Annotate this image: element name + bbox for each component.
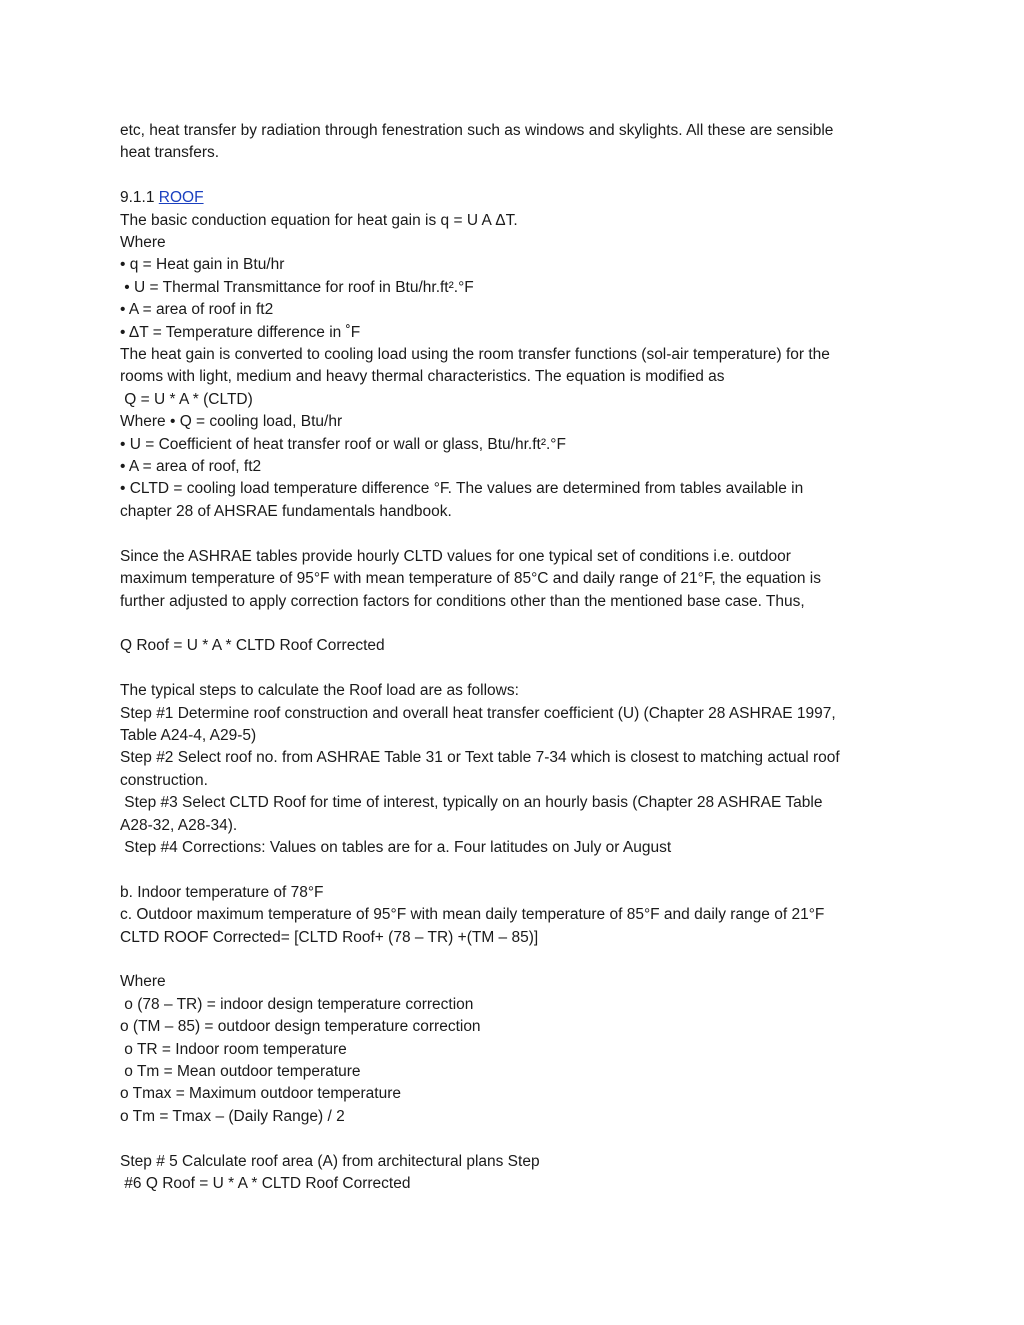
bullet-dt: • ΔT = Temperature difference in ˚F [120,323,361,341]
ashrae-line-1: Since the ASHRAE tables provide hourly CLTD values for one typical set of conditions i.e. outdoor [120,547,791,565]
step-3-b: A28-32, A28-34). [120,816,238,834]
step-4: Step #4 Corrections: Values on tables are for a. Four latitudes on July or August [120,838,672,856]
where-item-5: o Tmax = Maximum outdoor temperature [120,1085,401,1103]
step-2-a: Step #2 Select roof no. from ASHRAE Table 31 or Text table 7-34 which is closest to matching actual roof [120,749,840,767]
intro-line-1: etc, heat transfer by radiation through fenestration such as windows and skylights. All these are sensible [120,122,834,139]
spacer [120,1128,920,1150]
bullet-q: • q = Heat gain in Btu/hr [120,256,285,274]
document-page [120,120,920,1195]
cltd-corrected-equation: CLTD ROOF Corrected= [CLTD Roof+ (78 – TR) +(TM – 85)] [120,928,539,946]
section-number: 9.1.1 [120,189,159,207]
where-item-4: o Tm = Mean outdoor temperature [120,1062,361,1080]
converted-line-1: The heat gain is converted to cooling load using the room transfer functions (sol-air temperature) for the [120,346,830,364]
converted-line-2: rooms with light, medium and heavy thermal characteristics. The equation is modified as [120,368,725,386]
q-roof-equation: Q Roof = U * A * CLTD Roof Corrected [120,637,385,655]
where-item-3: o TR = Indoor room temperature [120,1040,347,1058]
modified-equation: Q = U * A * (CLTD) [120,390,253,408]
where-q: Where • Q = cooling load, Btu/hr [120,413,343,431]
spacer [120,859,920,881]
spacer [120,523,920,545]
where-label: Where [120,234,166,252]
ashrae-line-2: maximum temperature of 95°F with mean temperature of 85°C and daily range of 21°F, the equation is [120,570,821,588]
step-3-a: Step #3 Select CLTD Roof for time of interest, typically on an hourly basis (Chapter 28 ASHRAE Table [120,794,823,812]
intro-line-2: heat transfers. [120,144,220,162]
bullet-cltd-2: chapter 28 of AHSRAE fundamentals handbook. [120,502,452,520]
bullet-a2: • A = area of roof, ft2 [120,458,262,476]
spacer [120,613,920,635]
bullet-a: • A = area of roof in ft2 [120,301,274,319]
spacer [120,658,920,680]
where-list-label: Where [120,973,166,991]
condition-b: b. Indoor temperature of 78°F [120,883,324,901]
step-2-b: construction. [120,771,208,789]
step-5: Step # 5 Calculate roof area (A) from architectural plans Step [120,1152,540,1170]
where-item-2: o (TM – 85) = outdoor design temperature correction [120,1018,481,1036]
where-item-1: o (78 – TR) = indoor design temperature correction [120,995,474,1013]
roof-link[interactable]: ROOF [158,189,204,207]
spacer [120,165,920,187]
step-1-a: Step #1 Determine roof construction and overall heat transfer coefficient (U) (Chapter 28 ASHRAE 1997, [120,704,836,722]
bullet-u: • U = Thermal Transmittance for roof in Btu/hr.ft².°F [120,278,474,296]
step-6: #6 Q Roof = U * A * CLTD Roof Corrected [120,1174,411,1192]
basic-equation: The basic conduction equation for heat gain is q = U A ΔT. [120,211,518,229]
steps-intro: The typical steps to calculate the Roof load are as follows: [120,682,519,700]
section-heading [120,187,920,209]
ashrae-line-3: further adjusted to apply correction factors for conditions other than the mentioned base case. Thus, [120,592,805,610]
step-1-b: Table A24-4, A29-5) [120,726,257,744]
bullet-u2: • U = Coefficient of heat transfer roof or wall or glass, Btu/hr.ft².°F [120,435,566,453]
condition-c: c. Outdoor maximum temperature of 95°F with mean daily temperature of 85°F and daily range of 21°F [120,906,825,924]
bullet-cltd-1: • CLTD = cooling load temperature difference °F. The values are determined from tables available in [120,480,804,498]
spacer [120,949,920,971]
where-item-6: o Tm = Tmax – (Daily Range) / 2 [120,1107,345,1125]
